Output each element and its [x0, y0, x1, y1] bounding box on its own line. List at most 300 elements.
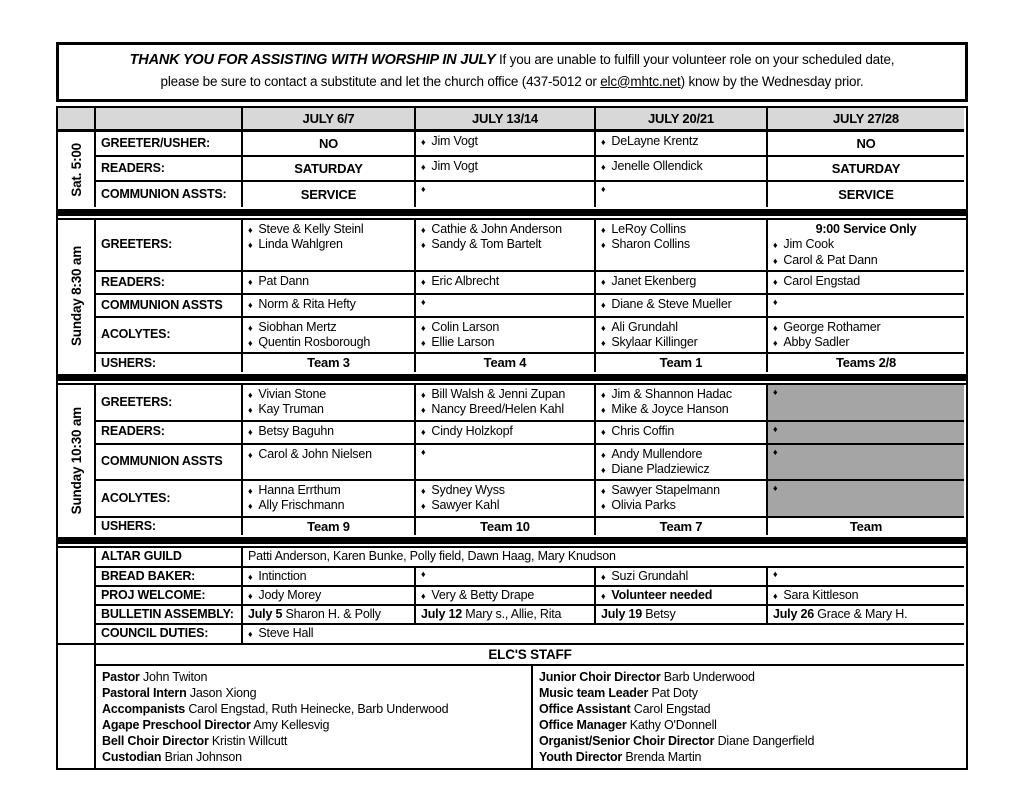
staff-side-spacer [58, 643, 96, 666]
bullet-list-item [421, 297, 589, 308]
bullet-list-item [421, 184, 589, 195]
schedule-cell [243, 546, 964, 567]
cell-text: Olivia Parks [611, 498, 676, 513]
staff-role: Accompanists [102, 701, 186, 716]
cell-text: Carol & John Nielsen [258, 446, 372, 461]
staff-name: Jason Xiong [189, 685, 257, 700]
schedule-cell [416, 132, 596, 157]
title-line-1 [71, 50, 953, 72]
schedule-cell [416, 352, 596, 372]
bullet-list-item [773, 297, 959, 308]
staff-role: Office Assistant [539, 701, 631, 716]
email-link[interactable]: elc@mhtc.net [600, 73, 681, 89]
schedule-cell [243, 623, 964, 642]
schedule-cell [243, 420, 416, 445]
diamond-icon: ♦ [421, 590, 426, 601]
bullet-list-item [248, 335, 409, 350]
schedule-cell [243, 604, 416, 625]
schedule-cell [768, 420, 964, 445]
cell-text: Team 9 [307, 518, 350, 534]
cell-text: Pat Dann [258, 273, 309, 288]
cell-text: George Rothamer [783, 319, 881, 334]
section-side-label [58, 218, 96, 372]
cell-text: SERVICE [300, 186, 357, 202]
schedule-cell [243, 383, 416, 422]
cell-text: Sara Kittleson [783, 587, 859, 602]
cell-text: Team 7 [659, 518, 703, 534]
bullet-list-item [773, 237, 959, 252]
schedule-cell [243, 516, 416, 536]
cell-text: Sandy & Tom Bartelt [431, 237, 542, 252]
cell-text: Team 3 [307, 355, 350, 371]
staff-entry [102, 733, 525, 749]
section-sunday-1030 [58, 383, 966, 535]
schedule-cell [596, 182, 768, 207]
cell-text: Jim Vogt [431, 159, 478, 173]
bullet-list-item [248, 402, 409, 417]
diamond-icon: ♦ [601, 571, 606, 582]
diamond-icon: ♦ [773, 568, 778, 579]
bullet-list-item [421, 237, 589, 252]
cell-text: DeLayne Krentz [611, 134, 699, 148]
schedule-cell [768, 352, 964, 372]
staff-entry [102, 749, 525, 765]
cell-text: Sawyer Stapelmann [611, 483, 720, 498]
cell-text: Cathie & John Anderson [431, 222, 562, 236]
bullet-list-item [421, 320, 589, 335]
staff-name: Diane Dangerfield [717, 733, 815, 748]
schedule-cell [416, 157, 596, 182]
schedule-cell [243, 182, 416, 207]
bullet-list-item [601, 447, 761, 462]
diamond-icon: ♦ [601, 486, 606, 497]
schedule-cell [243, 443, 416, 482]
diamond-icon: ♦ [248, 225, 253, 235]
bullet-list-item [773, 569, 959, 580]
side-label-text: Sunday 8:30 am [68, 246, 84, 347]
bullet-list-item [601, 402, 761, 417]
cell-text: Abby Sadler [783, 335, 850, 349]
cell-text: Team [849, 518, 883, 534]
staff-name: Pat Doty [651, 685, 698, 700]
cell-text: Volunteer needed [611, 587, 713, 602]
bullet-list-item [421, 222, 589, 237]
cell-text: Suzi Grundahl [611, 568, 689, 583]
schedule-cell [768, 443, 964, 482]
cell-text-bold: July 5 [248, 607, 283, 622]
cell-text: Nancy Breed/Helen Kahl [431, 402, 564, 417]
schedule-cell [416, 316, 596, 355]
diamond-icon: ♦ [421, 225, 426, 235]
schedule-cell [416, 516, 596, 536]
diamond-icon: ♦ [248, 590, 253, 601]
title-text: ) know by the Wednesday prior. [680, 73, 864, 89]
section-divider-bar [58, 537, 966, 544]
column-header-row [58, 108, 966, 132]
diamond-icon: ♦ [601, 137, 606, 147]
cell-text: Chris Coffin [611, 423, 675, 438]
bullet-list-item [601, 320, 761, 335]
bullet-list-item [421, 424, 589, 439]
section-divider-bar [58, 374, 966, 381]
row-label: COMMUNION ASSTS [96, 293, 243, 318]
bullet-list-item [601, 483, 761, 498]
schedule-cell [243, 585, 416, 606]
schedule-cell [243, 270, 416, 295]
staff-name: Barb Underwood [663, 669, 755, 684]
schedule-cell [596, 293, 768, 318]
schedule-cell [768, 218, 964, 272]
bullet-list-item [248, 588, 409, 603]
cell-text: Teams 2/8 [835, 355, 897, 371]
schedule-cell [768, 383, 964, 422]
bullet-list-item [601, 297, 761, 312]
cell-text: Team 10 [480, 518, 530, 534]
cell-text: Carol Engstad [783, 273, 861, 288]
schedule-cell [596, 383, 768, 422]
cell-text: Jenelle Ollendick [611, 159, 703, 173]
staff-column-left [96, 666, 533, 768]
diamond-icon: ♦ [421, 568, 426, 579]
staff-name: Brenda Martin [625, 749, 702, 764]
cell-note: 9:00 Service Only [815, 222, 917, 236]
diamond-icon: ♦ [773, 322, 778, 333]
diamond-icon: ♦ [248, 405, 253, 416]
staff-role: Junior Choir Director [539, 669, 661, 684]
schedule-cell [768, 604, 964, 625]
cell-text: Andy Mullendore [611, 446, 703, 461]
bullet-list-item [248, 447, 409, 462]
diamond-icon: ♦ [601, 299, 606, 310]
cell-text: Jim Vogt [431, 134, 478, 148]
bullet-list-item [248, 237, 409, 252]
cell-text: Jim Cook [783, 237, 834, 252]
bullet-list-item [601, 222, 761, 237]
row-label: USHERS: [96, 352, 243, 372]
diamond-icon: ♦ [421, 162, 426, 172]
column-header: JULY 20/21 [596, 108, 768, 132]
cell-text: Eric Albrecht [431, 273, 499, 288]
title-box [56, 42, 968, 102]
row-label: BREAD BAKER: [96, 566, 243, 587]
row-label: ALTAR GUILD [96, 546, 243, 567]
row-label: PROJ WELCOME: [96, 585, 243, 606]
schedule-table [56, 106, 968, 770]
cell-text: Hanna Errthum [258, 483, 341, 498]
cell-text: NO [318, 135, 339, 151]
staff-entry [102, 669, 525, 685]
cell-text: Diane Pladziewicz [611, 461, 710, 476]
title-text: please be sure to contact a substitute and let the church office (437-5012 or [160, 73, 601, 89]
schedule-cell [416, 293, 596, 318]
cell-text: Betsy [642, 607, 676, 622]
schedule-cell [416, 182, 596, 207]
row-label: GREETERS: [96, 383, 243, 422]
section-divider-bar [58, 209, 966, 216]
staff-name: Amy Kellesvig [253, 717, 330, 732]
section-sat-500 [58, 132, 966, 207]
schedule-cell [768, 479, 964, 518]
bullet-list-item [601, 569, 761, 584]
cell-text: Ali Grundahl [611, 319, 678, 334]
cell-text: Mary s., Allie, Rita [462, 607, 562, 622]
section-side-label [58, 383, 96, 535]
diamond-icon: ♦ [773, 296, 778, 307]
diamond-icon: ♦ [421, 240, 426, 251]
cell-text: Linda Wahlgren [258, 237, 343, 252]
diamond-icon: ♦ [773, 255, 778, 266]
section-side-label [58, 546, 96, 642]
row-label: GREETER/USHER: [96, 132, 243, 157]
bullet-list-item [773, 253, 959, 268]
bullet-list-item [248, 498, 409, 513]
staff-name: Kathy O'Donnell [629, 717, 717, 732]
bullet-list-item [248, 387, 409, 402]
corner-label-cell [96, 108, 243, 132]
bullet-list-item [248, 320, 409, 335]
cell-text: Carol & Pat Dann [783, 252, 878, 267]
diamond-icon: ♦ [601, 464, 606, 475]
schedule-cell [768, 516, 964, 536]
staff-role: Pastor [102, 669, 140, 684]
staff-role: Office Manager [539, 717, 627, 732]
bullet-list-item [601, 588, 761, 603]
diamond-icon: ♦ [248, 501, 253, 512]
row-label: ACOLYTES: [96, 479, 243, 518]
bullet-list-item [248, 424, 409, 439]
schedule-cell [243, 157, 416, 182]
bullet-list-item [248, 569, 409, 584]
staff-section [58, 666, 966, 768]
cell-text: Janet Ekenberg [611, 273, 697, 288]
cell-text: Intinction [258, 568, 307, 583]
bullet-list-item [601, 498, 761, 513]
diamond-icon: ♦ [248, 390, 253, 401]
staff-role: Custodian [102, 749, 162, 764]
schedule-cell [596, 604, 768, 625]
cell-text: SERVICE [838, 186, 894, 202]
schedule-cell [416, 420, 596, 445]
bullet-list-item [601, 424, 761, 439]
staff-role: Music team Leader [539, 685, 649, 700]
cell-text-bold: July 19 [601, 607, 642, 622]
row-label: COUNCIL DUTIES: [96, 623, 243, 642]
section-other-duties [58, 546, 966, 642]
bullet-list-item [773, 424, 959, 435]
diamond-icon: ♦ [421, 390, 426, 401]
bullet-list-item [421, 483, 589, 498]
bullet-list-item [601, 274, 761, 289]
schedule-cell [243, 352, 416, 372]
section-sunday-830 [58, 218, 966, 372]
cell-text: Jim & Shannon Hadac [611, 387, 732, 402]
schedule-cell [416, 443, 596, 482]
schedule-cell [596, 420, 768, 445]
diamond-icon: ♦ [773, 446, 778, 457]
cell-text: Mike & Joyce Hanson [611, 402, 729, 417]
cell-text: NO [856, 135, 876, 151]
corner-side-cell [58, 108, 96, 132]
cell-text-bold: July 26 [773, 607, 814, 622]
schedule-cell [243, 566, 416, 587]
diamond-icon: ♦ [601, 240, 606, 251]
cell-text: Bill Walsh & Jenni Zupan [431, 387, 566, 402]
cell-text: LeRoy Collins [611, 222, 686, 236]
cell-text: Patti Anderson, Karen Bunke, Polly field, Dawn Haag, Mary Knudson [248, 549, 616, 564]
row-label: ACOLYTES: [96, 316, 243, 355]
bullet-list-item [773, 335, 959, 350]
staff-header: ELC'S STAFF [96, 643, 964, 666]
schedule-cell [243, 218, 416, 272]
title-line-2 [71, 72, 953, 92]
cell-text: Siobhan Mertz [258, 319, 337, 334]
bullet-list-item [248, 222, 409, 237]
diamond-icon: ♦ [601, 184, 606, 194]
row-label: BULLETIN ASSEMBLY: [96, 604, 243, 625]
cell-text: Steve Hall [258, 626, 314, 641]
cell-text: Steve & Kelly Steinl [258, 222, 364, 236]
bullet-list-item [248, 626, 959, 641]
schedule-cell [768, 566, 964, 587]
staff-entry [539, 669, 960, 685]
schedule-cell [768, 293, 964, 318]
title-emphasis: THANK YOU FOR ASSISTING WITH WORSHIP IN JULY [129, 52, 496, 68]
cell-text: Team 1 [659, 355, 703, 371]
diamond-icon: ♦ [601, 276, 606, 287]
cell-text: Colin Larson [431, 319, 500, 334]
cell-text: Ellie Larson [431, 335, 495, 349]
cell-text: Diane & Steve Mueller [611, 296, 732, 311]
diamond-icon: ♦ [248, 322, 253, 333]
diamond-icon: ♦ [248, 240, 253, 251]
bullet-list-item [248, 483, 409, 498]
bullet-list-item [421, 335, 589, 350]
bullet-list-item [248, 297, 409, 312]
schedule-cell [416, 604, 596, 625]
diamond-icon: ♦ [601, 338, 606, 348]
diamond-icon: ♦ [421, 405, 426, 416]
diamond-icon: ♦ [248, 426, 253, 437]
row-label: COMMUNION ASSTS [96, 443, 243, 482]
column-header: JULY 13/14 [416, 108, 596, 132]
bullet-list-item [601, 237, 761, 252]
diamond-icon: ♦ [248, 629, 253, 640]
cell-text: Ally Frischmann [258, 498, 345, 513]
diamond-icon: ♦ [421, 338, 426, 348]
cell-text: Kay Truman [258, 402, 324, 417]
bullet-list-item [601, 159, 761, 174]
cell-text: Sharon H. & Polly [282, 607, 381, 622]
schedule-cell [596, 352, 768, 372]
schedule-cell [596, 479, 768, 518]
schedule-cell [596, 566, 768, 587]
schedule-cell [243, 132, 416, 157]
staff-entry [539, 685, 960, 701]
schedule-cell [596, 443, 768, 482]
staff-name: Carol Engstad, Ruth Heinecke, Barb Underwood [188, 701, 449, 716]
cell-text-bold: July 12 [421, 607, 462, 622]
diamond-icon: ♦ [601, 501, 606, 512]
staff-entry [539, 717, 960, 733]
cell-text: Vivian Stone [258, 387, 326, 402]
cell-text: SATURDAY [831, 160, 901, 176]
bullet-list-item [601, 387, 761, 402]
column-header: JULY 6/7 [243, 108, 416, 132]
diamond-icon: ♦ [421, 276, 426, 287]
schedule-cell [596, 132, 768, 157]
cell-text: SATURDAY [294, 160, 363, 176]
bullet-list-item [421, 402, 589, 417]
schedule-cell [768, 316, 964, 355]
bullet-list-item [421, 387, 589, 402]
row-label: READERS: [96, 270, 243, 295]
row-label: COMMUNION ASSTS: [96, 182, 243, 207]
bullet-list-item [601, 335, 761, 350]
staff-name: Brian Johnson [164, 749, 242, 764]
staff-entry [102, 717, 525, 733]
staff-entry [539, 733, 960, 749]
staff-entry [539, 749, 960, 765]
bullet-list-item [773, 447, 959, 458]
bullet-list-item [773, 387, 959, 398]
cell-text: Skylaar Killinger [611, 335, 698, 349]
diamond-icon: ♦ [421, 446, 426, 457]
side-label-text: Sat. 5:00 [68, 142, 84, 197]
diamond-icon: ♦ [773, 276, 778, 287]
staff-side-spacer [58, 666, 96, 768]
diamond-icon: ♦ [601, 590, 606, 601]
schedule-cell [416, 383, 596, 422]
cell-text: Cindy Holzkopf [431, 423, 513, 438]
diamond-icon: ♦ [601, 426, 606, 437]
diamond-icon: ♦ [773, 423, 778, 434]
cell-text: Sawyer Kahl [431, 498, 500, 513]
diamond-icon: ♦ [601, 449, 606, 460]
schedule-cell [596, 270, 768, 295]
row-label: READERS: [96, 157, 243, 182]
bullet-list-item [773, 588, 959, 603]
bullet-list-item [421, 588, 589, 603]
diamond-icon: ♦ [601, 405, 606, 416]
staff-role: Pastoral Intern [102, 685, 187, 700]
diamond-icon: ♦ [421, 426, 426, 437]
cell-text: Grace & Mary H. [814, 607, 908, 622]
schedule-cell [596, 316, 768, 355]
row-label: USHERS: [96, 516, 243, 536]
diamond-icon: ♦ [248, 338, 253, 348]
staff-column-right [533, 666, 966, 768]
cell-text: Team 4 [483, 355, 527, 371]
diamond-icon: ♦ [421, 501, 426, 512]
schedule-cell [768, 157, 964, 182]
cell-text: Betsy Baguhn [258, 423, 334, 438]
cell-text: Norm & Rita Hefty [258, 296, 356, 311]
cell-text: Sharon Collins [611, 237, 690, 252]
staff-entry [102, 701, 525, 717]
bullet-list-item [421, 274, 589, 289]
side-label-text: Sunday 10:30 am [68, 406, 84, 514]
diamond-icon: ♦ [601, 390, 606, 401]
diamond-icon: ♦ [248, 449, 253, 460]
schedule-cell [416, 566, 596, 587]
bullet-list-item [248, 274, 409, 289]
bullet-list-item [773, 274, 959, 289]
diamond-icon: ♦ [601, 225, 606, 235]
diamond-icon: ♦ [421, 296, 426, 307]
bullet-list-item [421, 134, 589, 149]
schedule-cell [416, 585, 596, 606]
schedule-cell [243, 293, 416, 318]
